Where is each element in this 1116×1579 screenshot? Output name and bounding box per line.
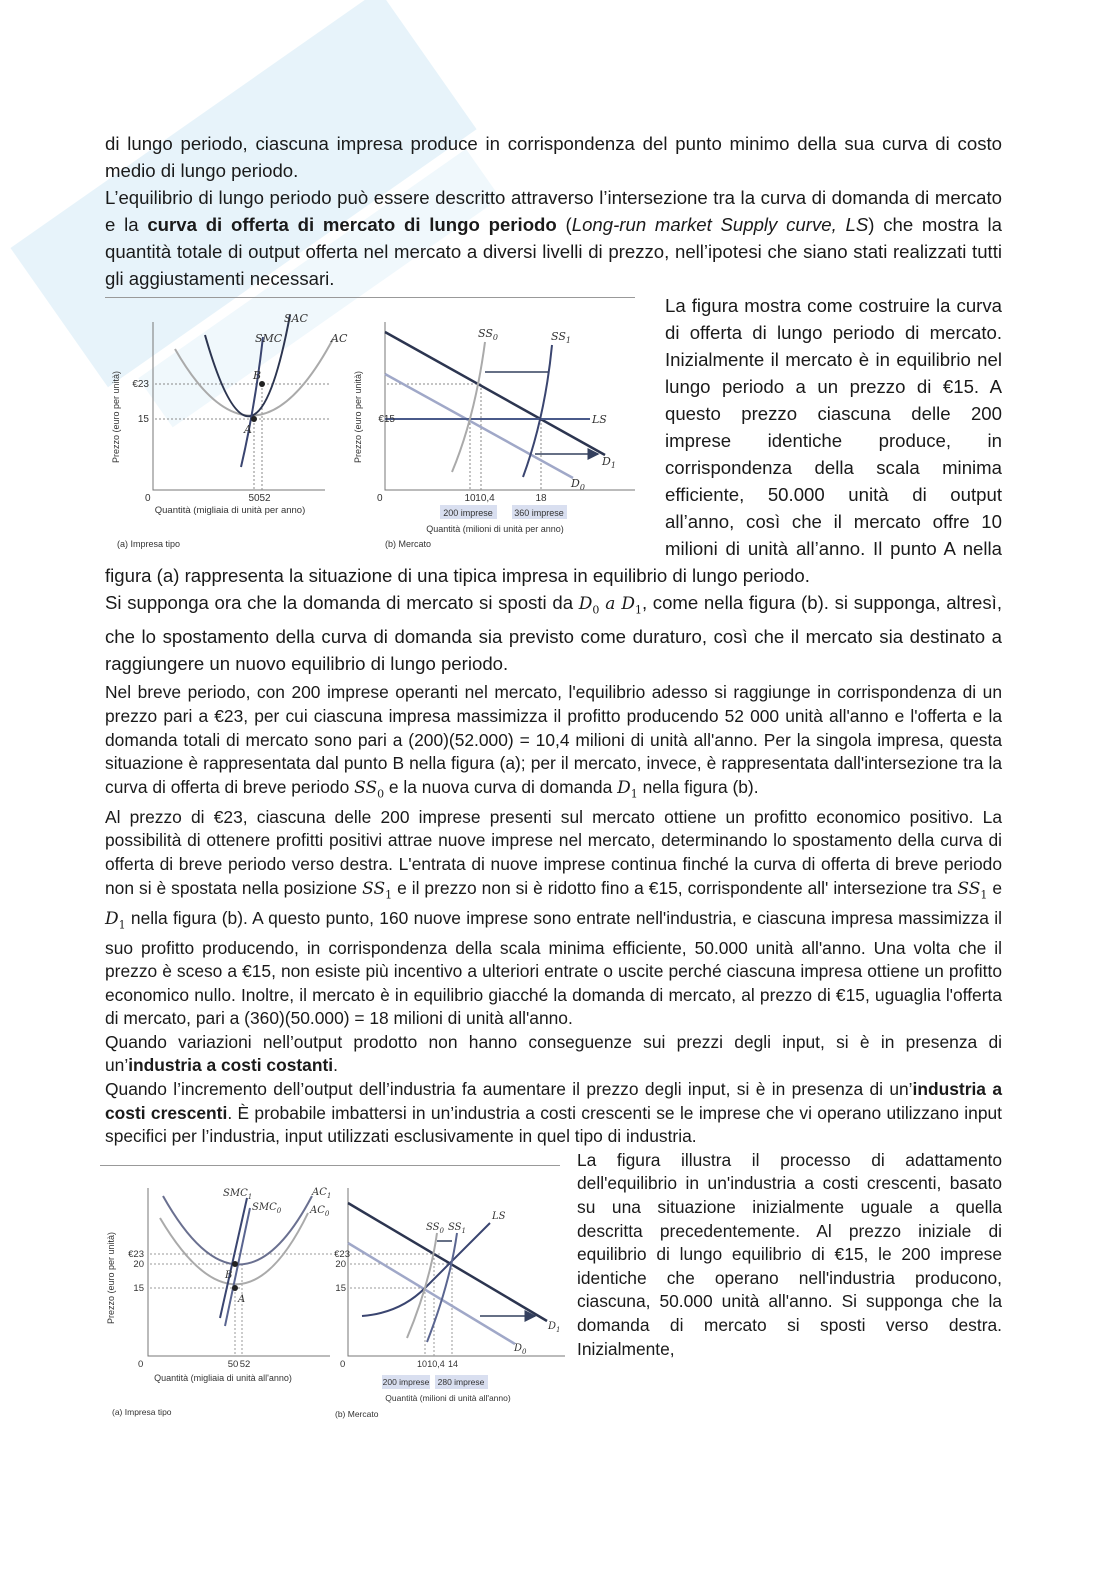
math: $SS_0$: [354, 777, 385, 801]
point-label: A: [238, 1293, 246, 1305]
tick-label: 50: [248, 493, 260, 504]
ss0-curve: [407, 1233, 437, 1338]
tick-label: 18: [535, 493, 547, 504]
curve-label: AC: [331, 332, 348, 345]
paragraph-3: La figura mostra come costruire la curva di offerta di lungo periodo di mercato. Inizialmente il mercato è in equilibrio nel lungo periodo a un prezzo di €15. A questo prezzo ciascuna delle 200 imprese identiche produce, in corrispondenza della scala minima efficiente, 50.000 unità di output all’anno, così che il mercato offre 10 milioni di unità all’anno. Il punto A nella figura (a) rappresenta la situazione di una tipica impresa in equilibrio di lungo periodo.: [105, 295, 1002, 586]
tick-label: 10: [416, 1358, 428, 1369]
tick-label: 0: [377, 493, 383, 504]
text: .: [333, 1055, 338, 1076]
curve-label: SAC: [284, 312, 308, 325]
math: $D_1$: [105, 908, 126, 931]
axes: [348, 1188, 565, 1356]
box-label: 280 imprese: [437, 1376, 485, 1387]
figure-constant-cost: [105, 297, 650, 559]
panel-a: [111, 312, 348, 549]
point-label: B: [225, 1269, 233, 1281]
tick-label: 50: [227, 1358, 239, 1370]
y-axis-label: Prezzo (euro per unità): [353, 370, 363, 464]
smc1-label: $SMC_1$: [223, 1187, 253, 1201]
y-axis-label: Prezzo (euro per unità): [106, 1231, 116, 1324]
x-axis-label: Quantità (milioni di unità per anno): [426, 524, 564, 534]
figure-1-svg: [105, 297, 650, 559]
math: $SS_1$: [957, 878, 988, 901]
point-label: A: [244, 423, 252, 436]
tick-label: 0: [138, 1358, 144, 1370]
tick-label: 15: [133, 1282, 144, 1294]
text: e la nuova curva di domanda: [384, 776, 618, 797]
text: Nel breve periodo, con 200 imprese operanti nel mercato, l'equilibrio adesso si raggiunge in corrispondenza di un prezzo pari a €23, per cui ciascuna impresa massimizza il profitto producendo 52 000 unità all'anno e l'offerta e la domanda totali di mercato sono pari a (200)(52.000) = 10,4 milioni di unità all'anno. Per la singola impresa, questa situazione è rappresentata dal punto B nella figura (a); per il mercato, invece, è rappresentata dall'intersezione tra la curva di offerta di breve periodo: [105, 682, 1002, 797]
ac0-label: $AC_0$: [310, 1204, 330, 1218]
text: L’equilibrio di lungo periodo può essere descritto attraverso l’intersezione tra la curva di domanda di mercato e la: [105, 187, 1002, 235]
d1-label: $D_1$: [602, 455, 616, 470]
caption: (b) Mercato: [335, 1408, 379, 1419]
smc0-label: $SMC_0$: [252, 1201, 282, 1215]
ss0-label: $SS_0$: [478, 327, 498, 342]
text: . È probabile imbattersi in un’industria a costi crescenti se le imprese che vi operano utilizzano input specifici per l’industria, input utilizzati esclusivamente in quel tipo di industria.: [105, 1102, 1003, 1147]
paragraph-4: [105, 589, 1002, 677]
tick-label: €15: [378, 414, 395, 425]
divider: [105, 297, 635, 298]
sac-curve: [205, 315, 290, 416]
smc0-curve: [225, 1208, 250, 1326]
ss0-label: $SS_0$: [426, 1221, 444, 1235]
caption: (a) Impresa tipo: [117, 539, 181, 549]
paragraph-8: [105, 1078, 1002, 1149]
text: Quando variazioni nell’output prodotto non hanno conseguenze sui prezzi degli input, si è in presenza di un’: [105, 1031, 1002, 1076]
tick-label: €23: [334, 1248, 350, 1260]
d1-label: $D_1$: [548, 1320, 561, 1334]
caption: (a) Impresa tipo: [112, 1406, 172, 1417]
ac0-curve: [160, 1213, 308, 1284]
paragraph-2: [105, 184, 1002, 292]
text: Quando l’incremento dell’output dell’industria fa aumentare il prezzo degli input, si è in presenza di un’: [105, 1079, 913, 1100]
tick-label: 15: [137, 414, 149, 425]
panel-a: [106, 1187, 332, 1417]
ss1-label: $SS_1$: [551, 330, 571, 345]
x-axis-label: Quantità (milioni di unità all'anno): [385, 1392, 511, 1403]
tick-label: 10,4: [475, 493, 495, 504]
text: ) che mostra la quantità totale di output offerta nel mercato a diversi livelli di prezzo, nell’ipotesi che siano stati realizzati tutti gli aggiustamenti necessari.: [105, 214, 1002, 289]
tick-label: 20: [335, 1258, 346, 1270]
d0-label: $D_0$: [571, 477, 585, 492]
document-page: [105, 130, 1002, 1425]
guide-lines: [155, 384, 330, 490]
point-b: [232, 1261, 238, 1267]
tick-label: 10: [464, 493, 476, 504]
text: e il prezzo non si è ridotto fino a €15, corrispondente all' intersezione tra: [392, 877, 958, 898]
tick-label: 14: [447, 1358, 459, 1369]
math: $SS_1$: [362, 878, 393, 901]
text: (: [556, 214, 572, 235]
d0-line: [385, 374, 573, 478]
box-label: 360 imprese: [514, 508, 564, 518]
d0-label: $D_0$: [514, 1342, 527, 1356]
math: $D_1$: [617, 777, 638, 801]
x-axis-label: Quantità (migliaia di unità all'anno): [154, 1372, 292, 1383]
ls-label: LS: [492, 1210, 506, 1222]
ls-curve: [362, 1223, 490, 1316]
text: e: [987, 877, 1002, 898]
tick-label: 20: [133, 1258, 144, 1270]
tick-label: 0: [145, 493, 151, 504]
paragraph-9: La figura illustra il processo di adattamento dell'equilibrio in un'industria a costi crescenti, basato su una situazione inizialmente uguale a quella descritta precedentemente. Al prezzo iniziale di equilibrio di lungo equilibrio di €15, le 200 imprese identiche che operano nell'industria producono, ciascuna, 50.000 unità all'anno. Si supponga che la domanda di mercato si sposti verso destra. Inizialmente,: [577, 1149, 1002, 1359]
point-a: [232, 1285, 238, 1291]
panel-b: [334, 1188, 565, 1419]
point-label: B: [253, 369, 262, 382]
ls-label: LS: [592, 413, 607, 426]
y-axis-label: Prezzo (euro per unità): [111, 370, 121, 464]
tick-label: €23: [128, 1248, 144, 1260]
tick-label: 52: [239, 1358, 251, 1370]
text: nella figura (b).: [637, 776, 759, 797]
bold-term: industria a costi costanti: [128, 1055, 334, 1076]
bold-term: industria a costi crescenti: [105, 1079, 1002, 1123]
divider: [100, 1165, 560, 1166]
figure-increasing-cost: [100, 1153, 565, 1425]
x-axis-label: Quantità (migliaia di unità per anno): [154, 505, 306, 516]
caption: (b) Mercato: [385, 539, 432, 549]
paragraph-1: di lungo periodo, ciascuna impresa produce in corrispondenza del punto minimo della sua curva di costo medio di lungo periodo.: [105, 133, 1002, 181]
guide-lines: [150, 1254, 332, 1356]
text: Si supponga ora che la domanda di mercato si sposti da: [105, 592, 579, 613]
ac1-label: $AC_1$: [312, 1186, 332, 1200]
panel-b: [353, 322, 635, 549]
text: nella figura (b). A questo punto, 160 nuove imprese sono entrate nell'industria, e ciascuna impresa massimizza il suo profitto producendo, in corrispondenza della scala minima efficiente, 50.000 unità all'anno. Una volta che il prezzo è sceso a €15, non esiste più incentivo a ulteriori entrate o uscite perché ciascuna impresa ottiene un profitto economico nullo. Inoltre, il mercato è in equilibrio giacché la domanda di mercato, al prezzo di €15, uguaglia l'offerta di mercato, pari a (360)(50.000) = 18 milioni di unità all'anno.: [105, 907, 1002, 1029]
paragraph-6: [105, 806, 1002, 1031]
italic-term: Long-run market Supply curve, LS: [571, 214, 869, 235]
tick-label: 0: [340, 1358, 346, 1370]
text: Al prezzo di €23, ciascuna delle 200 imprese presenti sul mercato ottiene un profitto economico positivo. La possibilità di ottenere profitti positivi attrae nuove imprese nel mercato, determinando lo spostamento della curva di offerta di breve periodo verso destra. L'entrata di nuove imprese continua finché la curva di offerta di breve periodo non si è spostata nella posizione: [105, 806, 1002, 898]
ss1-label: $SS_1$: [448, 1221, 466, 1235]
text: , come nella figura (b). si supponga, altresì, che lo spostamento della curva di domanda sia previsto come duraturo, così che il mercato sia destinato a raggiungere un nuovo equilibrio di lungo periodo.: [105, 592, 1003, 675]
curve-label: SMC: [255, 332, 283, 345]
paragraph-7: [105, 1031, 1002, 1078]
tick-label: 52: [259, 493, 271, 504]
point-a: [251, 416, 257, 422]
bold-term: curva di offerta di mercato di lungo periodo: [147, 214, 557, 235]
tick-label: 10,4: [427, 1358, 445, 1369]
axes: [153, 322, 325, 490]
box-label: 200 imprese: [443, 508, 493, 518]
tick-label: 15: [335, 1282, 346, 1294]
tick-label: €23: [132, 379, 149, 390]
figure-2-svg: [100, 1153, 565, 1425]
box-label: 200 imprese: [382, 1376, 430, 1387]
paragraph-5: [105, 681, 1002, 805]
smc-curve: [241, 337, 263, 467]
math: $D_0$ a $D_1$: [578, 594, 642, 617]
axes: [385, 322, 635, 490]
ss0-curve: [452, 342, 485, 472]
